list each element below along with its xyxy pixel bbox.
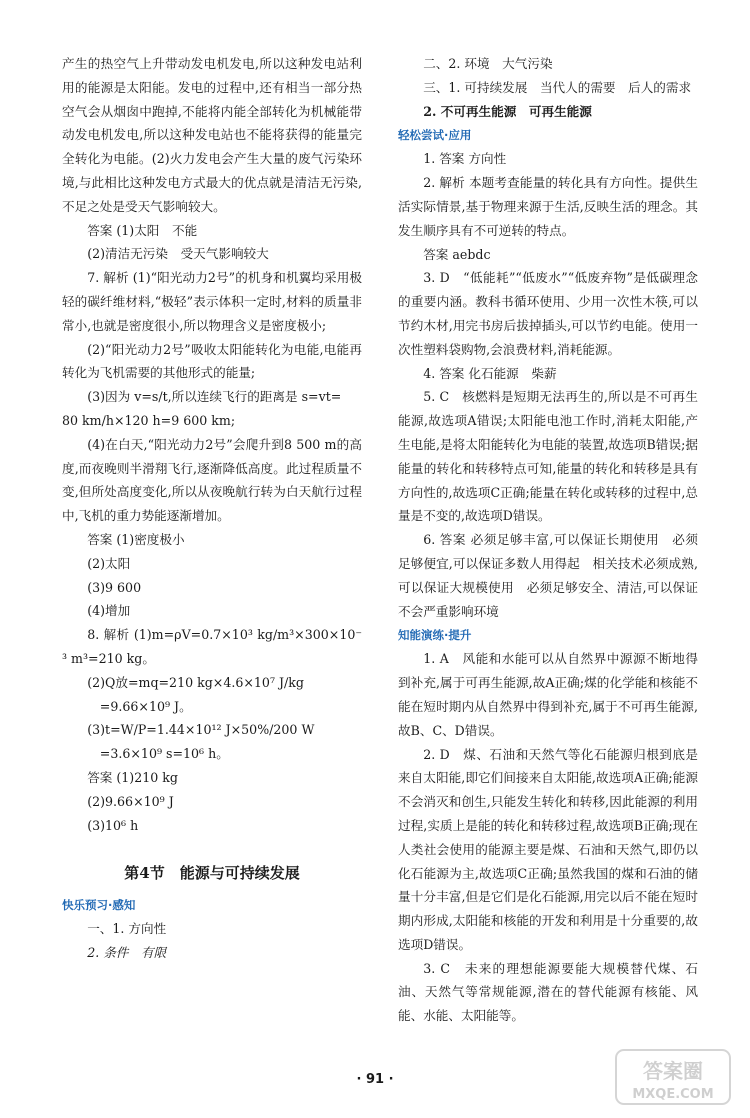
try-q2: 2. 解析 本题考查能量的转化具有方向性。提供生活实际情景,基于物理来源于生活,反映生活的理念。其发生顺序具有不可逆转的特点。 xyxy=(398,175,698,238)
exercise-q1: 1. A 风能和水能可以从自然界中源源不断地得到补充,属于可再生能源,故A正确;煤的化学能和核能不能在短时期内从自然界中得到补充,属于不可再生能源,故B、C、D错误。 xyxy=(398,651,698,738)
q8-answer-1: 答案 (1)210 kg xyxy=(87,769,178,785)
try-q2-answer: 答案 aebdc xyxy=(423,246,491,262)
q7-answer-2: (2)太阳 xyxy=(87,555,131,571)
section-title: 第4节 能源与可持续发展 xyxy=(124,864,300,883)
q8-analysis-2: (2)Q放=mq=210 kg×4.6×10⁷ J/kg xyxy=(87,674,304,690)
exercise-q2: 2. D 煤、石油和天然气等化石能源归根到底是来自太阳能,即它们间接来自太阳能,故选项A正确;能源不会消灭和创生,只能发生转化和转移,因此能源的利用过程,实质上是能的转化和转移过程,故选项B正确;现在人类社会使用的能源主要是煤、石油和天然气,即仍以化石能源为主,故选项C正确;虽然我国的煤和石油的储量十分丰富,但是它们是化石能源,用完以后不能在短时期内形成,太阳能和核能的开发和利用是十分重要的,故选项D错误。 xyxy=(398,746,698,952)
watermark-line1: 答案圈 xyxy=(643,1059,703,1083)
try-q3: 3. D “低能耗”“低废水”“低废弃物”是低碳理念的重要内涵。教科书循环使用、少用一次性木筷,可以节约木材,用完书房后拔掉插头,可以节约电能。使用一次性塑料袋购物,会浪费材料,消耗能源。 xyxy=(398,270,698,357)
page-number: · 91 · xyxy=(356,1072,394,1087)
q8-analysis-2b: =9.66×10⁹ J。 xyxy=(99,698,192,714)
q8-answer-2: (2)9.66×10⁹ J xyxy=(87,793,174,809)
preview-item-4: 三、1. 可持续发展 当代人的需要 后人的需求 xyxy=(423,79,692,95)
q6-analysis-continued: 产生的热空气上升带动发电机发电,所以这种发电站利用的能源是太阳能。发电的过程中,还有相当一部分热空气会从烟囱中跑掉,不能将内能全部转化为机械能带动发电机发电,所以这种发电站也不能将获得的能量完全转化为电能。(2)火力发电会产生大量的废气污染环境,与此相比这种发电方式最大的优点就是清洁无污染,不足之处是受天气影响较大。 xyxy=(62,56,362,214)
q7-answer-1: 答案 (1)密度极小 xyxy=(87,531,185,547)
q7-answer-3: (3)9 600 xyxy=(87,579,142,595)
preview-item-2: 2. 条件 有限 xyxy=(87,945,167,961)
q7-analysis-3b: 80 km/h×120 h=9 600 km; xyxy=(62,412,236,428)
q6-answer-2: (2)清洁无污染 受天气影响较大 xyxy=(87,246,269,262)
preview-item-3: 二、2. 环境 大气污染 xyxy=(423,56,553,71)
q7-analysis-4: (4)在白天,“阳光动力2号”会爬升到8 500 m的高度,而夜晚则半滑翔飞行,逐渐降低高度。此过程质量不变,但所处高度变化,所以从夜晚航行转为白天航行过程中,飞机的重力势能逐渐增加。 xyxy=(62,436,362,524)
q8-answer-3: (3)10⁶ h xyxy=(87,817,139,833)
q7-analysis-3: (3)因为 v=s/t,所以连续飞行的距离是 s=vt= xyxy=(87,389,342,405)
try-q6: 6. 答案 必须足够丰富,可以保证长期使用 必须足够便宜,可以保证多数人用得起 相关技术必须成熟,可以保证大规模使用 必须足够安全、清洁,可以保证不会严重影响环境 xyxy=(398,532,698,619)
preview-item-1: 一、1. 方向性 xyxy=(87,921,167,937)
q7-answer-4: (4)增加 xyxy=(87,603,131,619)
q7-analysis-1: 7. 解析 (1)“阳光动力2号”的机身和机翼均采用极轻的碳纤维材料,“极轻”表示体积一定时,材料的质量非常小,也就是密度很小,所以物理含义是密度极小; xyxy=(62,270,362,333)
exercise-q3: 3. C 未来的理想能源要能大规模替代煤、石油、天然气等常规能源,潜在的替代能源有核能、风能、水能、太阳能等。 xyxy=(398,960,698,1024)
try-q5: 5. C 核燃料是短期无法再生的,所以是不可再生能源,故选项A错误;太阳能电池工作时,消耗太阳能,产生电能,是将太阳能转化为电能的装置,故选项B错误;据能量的转化和转移特点可知,能量的转化和转移是具有方向性的,故选项C正确;能量在转化或转移的过程中,总量是不变的,故选项D错误。 xyxy=(398,389,698,524)
q7-analysis-2: (2)“阳光动力2号”吸收太阳能转化为电能,电能再转化为飞机需要的其他形式的能量; xyxy=(62,341,362,381)
q6-answer-1: 答案 (1)太阳 不能 xyxy=(87,222,198,238)
right-column xyxy=(398,52,698,1028)
q8-analysis-3b: =3.6×10⁹ s=10⁶ h。 xyxy=(99,746,229,762)
q8-analysis-3: (3)t=W/P=1.44×10¹² J×50%/200 W xyxy=(87,722,315,738)
section-tag-try: 轻松尝试·应用 xyxy=(398,128,472,143)
left-column xyxy=(62,52,362,965)
section-tag-preview: 快乐预习·感知 xyxy=(62,898,136,913)
section-tag-exercise: 知能演练·提升 xyxy=(398,628,472,643)
try-q4: 4. 答案 化石能源 柴薪 xyxy=(423,365,557,381)
q8-analysis-1: 8. 解析 (1)m=ρV=0.7×10³ kg/m³×300×10⁻³ m³=210 kg。 xyxy=(62,627,362,666)
watermark-logo xyxy=(614,1048,732,1106)
preview-item-5: 2. 不可再生能源 可再生能源 xyxy=(423,103,592,119)
try-q1: 1. 答案 方向性 xyxy=(423,151,507,167)
watermark-line2: MXQE.COM xyxy=(632,1087,714,1102)
